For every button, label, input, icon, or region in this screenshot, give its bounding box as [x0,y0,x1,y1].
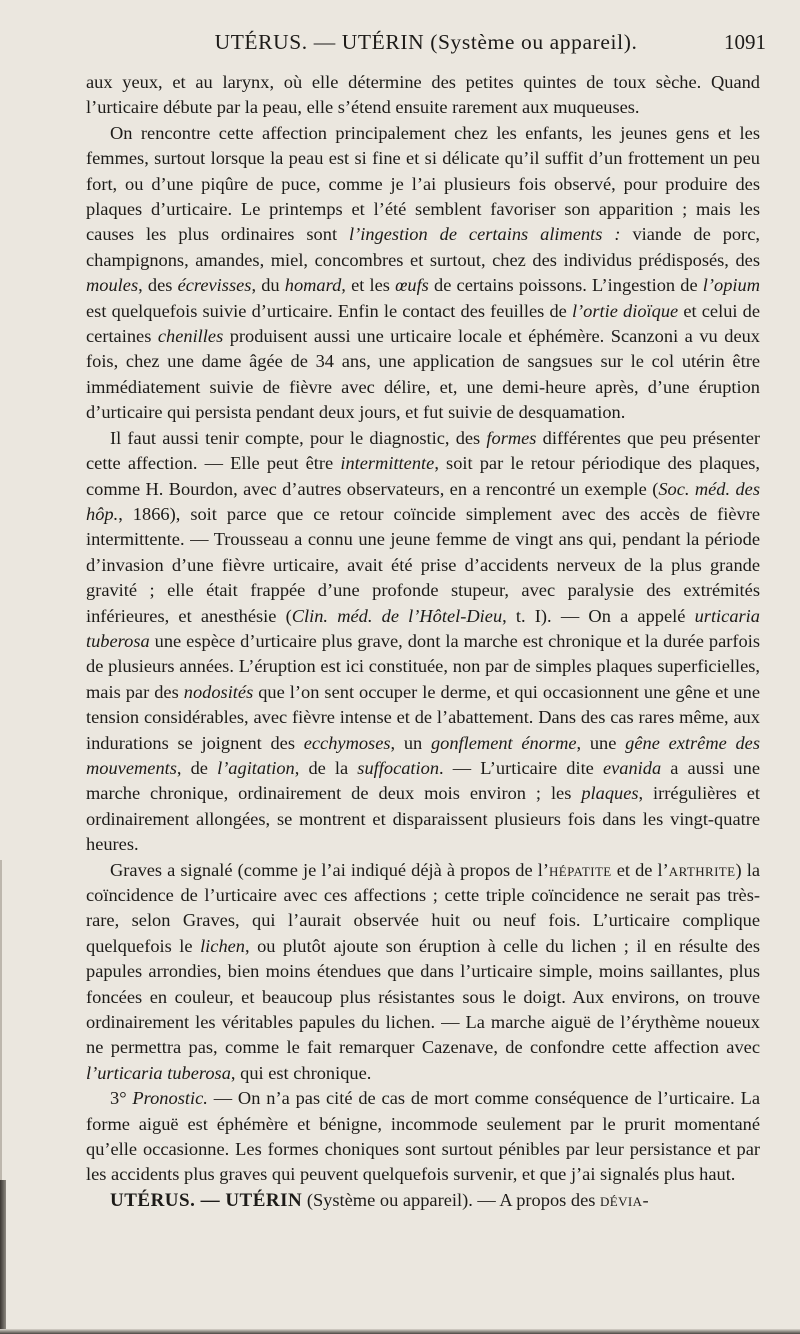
running-title: UTÉRUS. — UTÉRIN (Système ou appareil). [214,30,638,54]
paragraph-4 [86,858,760,1087]
italic-run: ecchymoses [303,732,391,753]
text-run: On rencontre cette affection principalement chez les enfants, les jeunes gens et les femmes, surtout lorsque la peau est si fine et si délicate qu’il suffit d’un frottement un peu fort, ou d’une piqûre de puce, comme je l’ai plusieurs fois observé, pour produire des plaques d’urticaire. Le printemps et l’été semblent favoriser son apparition ; mais les causes les plus ordinaires sont [86,122,760,245]
text-run: et les [345,275,396,296]
entry-heading: UTÉRUS. — UTÉRIN [110,1189,303,1211]
text-run: , de [176,757,218,778]
paragraph-6 [86,1188,760,1213]
text-run: viande de porc, champignons, amandes, miel, concombres et surtout, chez des individus prédisposés, des [86,224,761,270]
text-run: aux yeux, et au larynx, où elle détermine des petites quintes de toux sèche. Quand l’urticaire débute par la peau, elle s’étend ensuite rarement aux muqueuses. [86,72,760,118]
section-heading-pronostic: Pronostic. [132,1088,208,1109]
paragraph-2 [86,121,760,426]
text-run: — On n’a pas cité de cas de mort comme conséquence de l’urticaire. La forme aiguë est éphémère et bénigne, incommode seulement par le prurit momentané qu’elle occasionne. Les formes choniques sont surtout pénibles par leur persistance et par les accidents plus graves qui peuvent quelquefois survenir, et que j’ai signalés plus haut. [86,1088,760,1185]
italic-run: l’opium [702,275,761,296]
bottom-edge [0,1329,800,1334]
italic-run: evanida [602,757,662,778]
italic-run: homard, [284,275,346,296]
italic-run: Clin. méd. de l’Hôtel-Dieu [291,605,503,626]
text-run: , de la [294,757,358,778]
italic-run: œufs [395,275,429,296]
italic-run: gonflement énorme [430,732,577,753]
text-run: , un [390,732,431,753]
text-run: , une [576,732,626,753]
text-run: . — L’urticaire dite [439,757,603,778]
text-run: , irrégulières et ordinairement allongées, se montrent et disparaissent plusieurs fois dans les vingt-quatre heures. [86,783,760,855]
text-run: , soit par le retour périodique des plaques, comme H. Bourdon, avec d’autres observateurs, en a rencontré un exemple ( [86,453,760,499]
text-run: Graves a signalé (comme je l’ai indiqué déjà à propos de l’ [110,859,549,880]
italic-run: suffocation [357,757,440,778]
italic-run: écrevisses [177,275,252,296]
italic-run: lichen [200,935,245,956]
italic-run: nodosités [183,681,254,702]
italic-run: plaques [581,783,639,804]
paragraph-3 [86,426,760,858]
paragraph-1 [86,70,760,121]
italic-run: formes [486,427,537,448]
italic-run: l’urticaria tuberosa [86,1062,231,1083]
italic-run: intermittente [340,453,435,474]
text-run: de certains poissons. L’ingestion de [428,275,703,296]
text-run: , 1866), soit parce que ce retour coïncide simplement avec des accès de fièvre intermittente. — Trousseau a connu une jeune femme de vingt ans qui, pendant la période d’invasion d’une fièvre urticaire, avait été prise d’accidents nerveux de la plus grande gravité ; elle était frappée d’une profonde stupeur, avec paralysie des extrémités inférieures, et anesthésie ( [86,503,760,626]
text-run: produisent aussi une urticaire locale et éphémère. Scanzoni a vu deux fois, chez une dame âgée de 34 ans, une application de sangsues sur le col utérin être immédiatement suivie de fièvre avec délire, et, une demi-heure après, d’une éruption d’urticaire qui persista pendant deux jours, et fut suivie de desquamation. [86,326,760,423]
text-run: , du [251,275,285,296]
text-run: que l’on sent occuper le derme, et qui occasionnent une gêne et une tension considérables, avec fièvre intense et de l’abattement. Dans des cas rares même, aux indurations se joignent des [86,681,760,753]
text-run: et de l’ [611,859,669,880]
italic-run: l’ingestion de certains aliments : [349,224,621,245]
italic-run: chenilles [157,326,224,347]
smallcaps-run: dévia- [600,1189,649,1210]
italic-run: l’agitation [217,757,295,778]
text-run: 3° [110,1088,133,1109]
smallcaps-run: hépatite [548,859,612,880]
italic-run: moules [86,275,139,296]
text-run: une espèce d’urticaire plus grave, dont la marche est chronique et la durée parfois de plusieurs années. L’éruption est ici constituée, non par de simples plaques superficielles, mais par des [86,630,760,702]
paragraph-5 [86,1086,760,1188]
text-run: et celui de certaines [86,300,760,347]
text-run: (Système ou appareil). — A propos des [302,1189,601,1210]
binding-shadow [0,1180,6,1334]
page-number: 1091 [724,30,766,54]
italic-run: urticaria tuberosa [86,605,760,651]
italic-run: l’ortie dioïque [571,300,679,321]
text-run: ) la coïncidence de l’urticaire avec ces affections ; cette triple coïncidence ne serait pas très-rare, selon Graves, qui l’aurait observée huit ou neuf fois. L’urticaire complique quelquefois le [86,859,760,956]
text-run: Il faut aussi tenir compte, pour le diagnostic, des [110,427,487,448]
text-run: est quelquefois suivie d’urticaire. Enfin le contact des feuilles de [86,300,572,321]
text-run: , des [138,275,178,296]
body-text [86,70,760,1213]
text-run: , ou plutôt ajoute son éruption à celle du lichen ; il en résulte des papules arrondies, bien moins étendues que dans l’urticaire simple, moins saillantes, plus foncées en couleur, et beaucoup plus résistantes sous le doigt. Aux environs, on trouve ordinairement les véritables papules du lichen. — La marche aiguë de l’érythème noueux ne permettra pas, comme le fait remarquer Cazenave, de confondre cette affection avec [86,935,760,1058]
italic-run: Soc. méd. des hôp. [86,478,760,524]
italic-run: gêne extrême des mouvements [86,732,761,778]
text-run: , qui est chronique. [230,1062,372,1083]
text-run: , t. I). — On a appelé [502,605,695,626]
text-run: a aussi une marche chronique, ordinairement de deux mois environ ; les [86,757,760,804]
running-header [88,26,764,66]
text-run: différentes que peu présenter cette affection. — Elle peut être [86,427,761,474]
smallcaps-run: arthrite [668,859,736,880]
